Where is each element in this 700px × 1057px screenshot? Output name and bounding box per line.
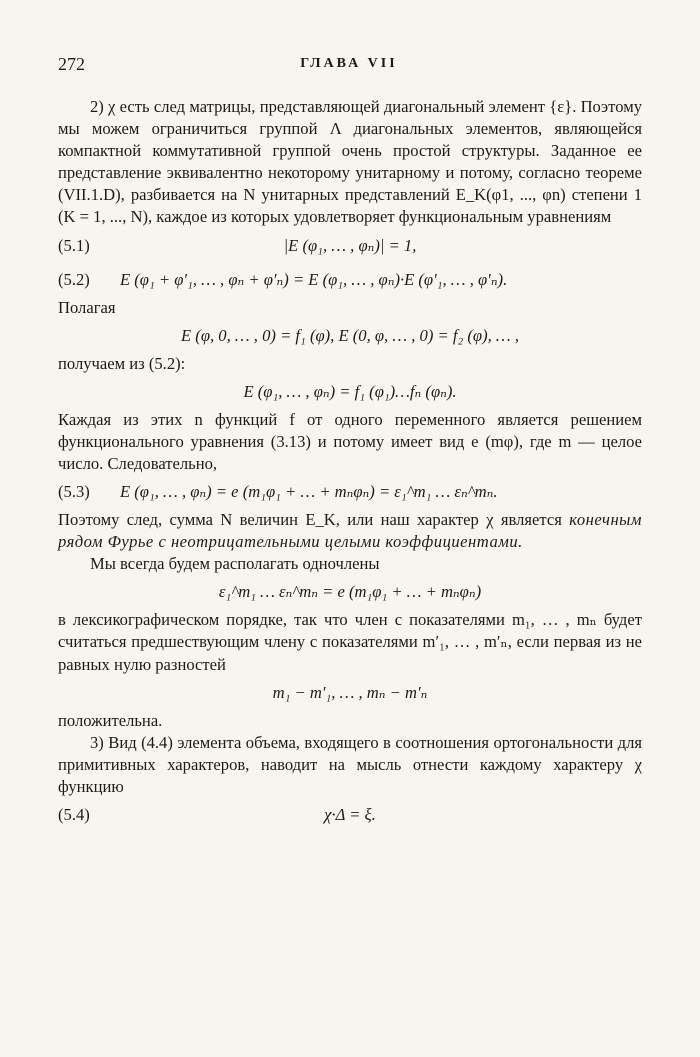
text-poluchaem: получаем из (5.2): — [58, 353, 186, 373]
equation-formula: ε₁^m₁ … εₙ^mₙ = e (m₁φ₁ + … + mₙφₙ) — [218, 582, 482, 602]
equation-formula: χ·Δ = ξ. — [324, 804, 376, 824]
equation-label: (5.4) — [58, 804, 90, 824]
chapter-title: ГЛАВА VII — [300, 56, 398, 71]
equation-5-1 — [58, 229, 642, 263]
paragraph-2: Каждая из этих n функций f от одного переменного является решением функционального уравнения (3.13) и потому имеет вид e (mφ), где m — целое число. Следовательно, — [58, 409, 642, 473]
equation-product — [58, 375, 642, 409]
equation-5-2 — [58, 263, 642, 297]
equation-formula: E (φ₁ + φ′₁, … , φₙ + φ′ₙ) = E (φ₁, … , φₙ)·E (φ′₁, … , φ′ₙ). — [120, 269, 508, 289]
page-header — [58, 54, 640, 78]
paragraph-5: в лексикографическом порядке, так что член с показателями m₁, … , mₙ будет считаться предшествующим члену с показателями m′₁, … , m′ₙ, если первая из не равных нулю разностей — [58, 610, 642, 674]
equation-5-3 — [58, 475, 642, 509]
equation-formula: |E (φ₁, … , φₙ)| = 1, — [283, 235, 417, 255]
paragraph-3-plain: Поэтому след, сумма N величин E_K, или наш характер χ является — [58, 510, 562, 530]
page-number: 272 — [58, 54, 85, 74]
paragraph-3 — [58, 509, 642, 553]
equation-label: (5.3) — [58, 482, 90, 502]
equation-formula: E (φ, 0, … , 0) = f₁ (φ), E (0, φ, … , 0) = f₂ (φ), … , — [181, 325, 519, 345]
equation-formula: E (φ₁, … , φₙ) = e (m₁φ₁ + … + mₙφₙ) = ε₁^m₁ … εₙ^mₙ. — [120, 482, 498, 502]
equation-formula: E (φ₁, … , φₙ) = f₁ (φ₁)…fₙ (φₙ). — [243, 381, 457, 401]
text-polagaya: Полагая — [58, 297, 116, 317]
equation-differences — [58, 676, 642, 710]
paragraph-1: 2) χ есть след матрицы, представляющей диагональный элемент {ε}. Поэтому мы можем ограничиться группой Λ диагональных элементов, являющейся компактной коммутативной группой очень простой структуры. Заданное ее представление эквивалентно некоторому унитарному и потому, согласно теореме (VII.1.D), разбивается на N унитарных представлений E_K(φ1, ..., φn) степени 1 (K = 1, ..., N), каждое из которых удовлетворяет функциональным уравнениям — [58, 97, 642, 227]
equation-label: (5.1) — [58, 235, 90, 255]
page-body — [58, 96, 642, 832]
equation-monomial — [58, 575, 642, 609]
equation-formula: m₁ − m′₁, … , mₙ − m′ₙ — [272, 682, 428, 702]
equation-5-4 — [58, 798, 642, 832]
paragraph-4: Мы всегда будем располагать одночлены — [90, 554, 380, 574]
paragraph-6: 3) Вид (4.4) элемента объема, входящего в соотношения ортогональности для примитивных характеров, наводит на мысль отнести каждому характеру χ функцию — [58, 732, 642, 796]
equation-label: (5.2) — [58, 269, 90, 289]
paragraph-3-italic: конечным рядом Фурье с неотрицательными целыми коэффициентами. — [58, 510, 642, 552]
text-polozhitelna: положительна. — [58, 710, 163, 730]
equation-definitions — [58, 319, 642, 353]
